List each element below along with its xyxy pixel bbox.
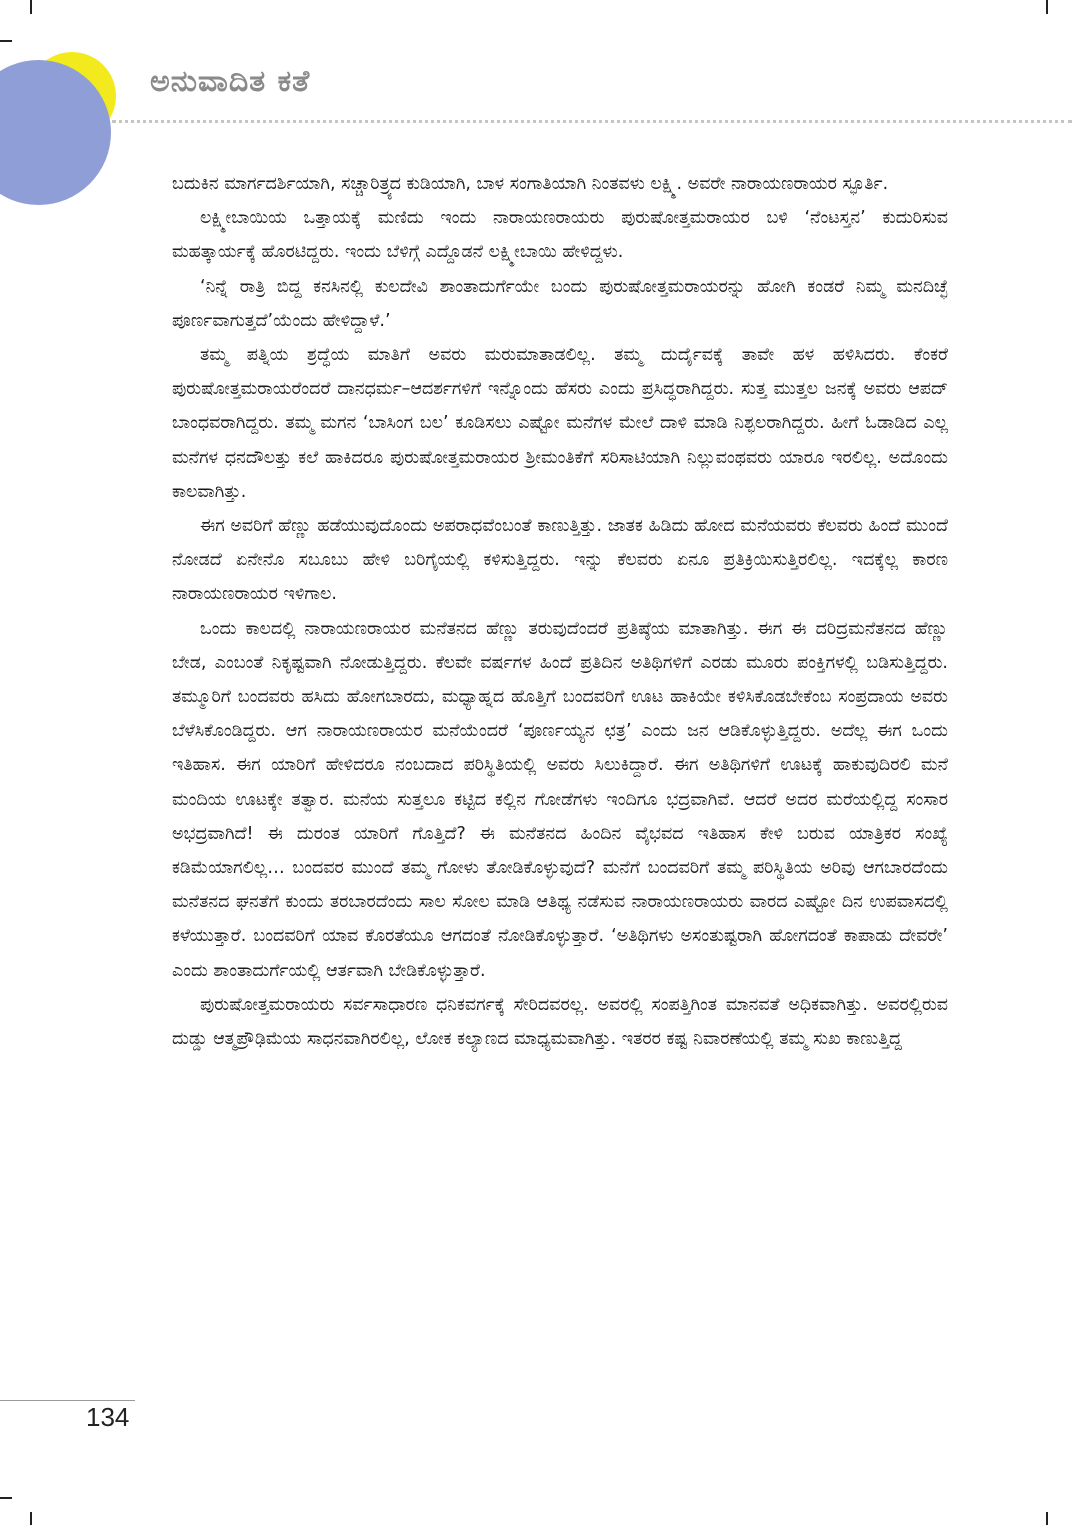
paragraph: ‘ನಿನ್ನೆ ರಾತ್ರಿ ಬಿದ್ದ ಕನಸಿನಲ್ಲಿ ಕುಲದೇವಿ ಶಾಂತಾದುರ್ಗೆಯೇ ಬಂದು ಪುರುಷೋತ್ತಮರಾಯರನ್ನು ಹೋಗಿ ಕಂಡರೆ ನಿಮ್ಮ ಮನದಿಚ್ಛೆ ಪೂರ್ಣವಾಗುತ್ತದೆ’ಯೆಂದು ಹೇಳಿದ್ದಾಳೆ.’ (172, 276, 948, 331)
crop-mark-left-lower (0, 1497, 12, 1499)
crop-mark-left-upper (0, 40, 12, 42)
crop-mark-bottom-left (30, 1512, 32, 1525)
paragraph: ಒಂದು ಕಾಲದಲ್ಲಿ ನಾರಾಯಣರಾಯರ ಮನೆತನದ ಹೆಣ್ಣು ತರುವುದೆಂದರೆ ಪ್ರತಿಷ್ಠೆಯ ಮಾತಾಗಿತ್ತು. ಈಗ ಈ ದರಿದ್ರಮನೆತನದ ಹೆಣ್ಣು ಬೇಡ, ಎಂಬಂತೆ ನಿಕೃಷ್ಟವಾಗಿ ನೋಡುತ್ತಿದ್ದರು. ಕೆಲವೇ ವರ್ಷಗಳ ಹಿಂದೆ ಪ್ರತಿದಿನ ಅತಿಥಿಗಳಿಗೆ ಎರಡು ಮೂರು ಪಂಕ್ತಿಗಳಲ್ಲಿ ಬಡಿಸುತ್ತಿದ್ದರು. ತಮ್ಮೂರಿಗೆ ಬಂದವರು ಹಸಿದು ಹೋಗಬಾರದು, ಮಧ್ಯಾಹ್ನದ ಹೊತ್ತಿಗೆ ಬಂದವರಿಗೆ ಊಟ ಹಾಕಿಯೇ ಕಳಿಸಿಕೊಡಬೇಕೆಂಬ ಸಂಪ್ರದಾಯ ಅವರು ಬೆಳೆಸಿಕೊಂಡಿದ್ದರು. ಆಗ ನಾರಾಯಣರಾಯರ ಮನೆಯೆಂದರೆ ‘ಪೂರ್ಣಯ್ಯನ ಛತ್ರ’ ಎಂದು ಜನ ಆಡಿಕೊಳ್ಳುತ್ತಿದ್ದರು. ಅದೆಲ್ಲ ಈಗ ಒಂದು ಇತಿಹಾಸ. ಈಗ ಯಾರಿಗೆ ಹೇಳಿದರೂ ನಂಬದಾದ ಪರಿಸ್ಥಿತಿಯಲ್ಲಿ ಅವರು ಸಿಲುಕಿದ್ದಾರೆ. ಈಗ ಅತಿಥಿಗಳಿಗೆ ಊಟಕ್ಕೆ ಹಾಕುವುದಿರಲಿ ಮನೆ ಮಂದಿಯ ಊಟಕ್ಕೇ ತತ್ವಾರ. ಮನೆಯ ಸುತ್ತಲೂ ಕಟ್ಟಿದ ಕಲ್ಲಿನ ಗೋಡೆಗಳು ಇಂದಿಗೂ ಭದ್ರವಾಗಿವೆ. ಆದರೆ ಅದರ ಮರೆಯಲ್ಲಿದ್ದ ಸಂಸಾರ ಅಭದ್ರವಾಗಿದೆ! ಈ ದುರಂತ ಯಾರಿಗೆ ಗೊತ್ತಿದೆ? ಈ ಮನೆತನದ ಹಿಂದಿನ ವೈಭವದ ಇತಿಹಾಸ ಕೇಳಿ ಬರುವ ಯಾತ್ರಿಕರ ಸಂಖ್ಯೆ ಕಡಿಮೆಯಾಗಲಿಲ್ಲ… ಬಂದವರ ಮುಂದೆ ತಮ್ಮ ಗೋಳು ತೋಡಿಕೊಳ್ಳುವುದೆ? ಮನೆಗೆ ಬಂದವರಿಗೆ ತಮ್ಮ ಪರಿಸ್ಥಿತಿಯ ಅರಿವು ಆಗಬಾರದೆಂದು ಮನೆತನದ ಘನತೆಗೆ ಕುಂದು ತರಬಾರದೆಂದು ಸಾಲ ಸೋಲ ಮಾಡಿ ಆತಿಥ್ಯ ನಡೆಸುವ ನಾರಾಯಣರಾಯರು ವಾರದ ಎಷ್ಟೋ ದಿನ ಉಪವಾಸದಲ್ಲಿ ಕಳೆಯುತ್ತಾರೆ. ಬಂದವರಿಗೆ ಯಾವ ಕೊರತೆಯೂ ಆಗದಂತೆ ನೋಡಿಕೊಳ್ಳುತ್ತಾರೆ. ‘ಅತಿಥಿಗಳು ಅಸಂತುಷ್ಟರಾಗಿ ಹೋಗದಂತೆ ಕಾಪಾಡು ದೇವರೇ’ ಎಂದು ಶಾಂತಾದುರ್ಗೆಯಲ್ಲಿ ಆರ್ತವಾಗಿ ಬೇಡಿಕೊಳ್ಳುತ್ತಾರೆ. (172, 618, 948, 981)
crop-mark-bottom-right (1046, 1512, 1048, 1525)
crop-mark-top-right (1046, 0, 1048, 14)
section-title: ಅನುವಾದಿತ ಕತೆ (150, 64, 311, 99)
paragraph: ಈಗ ಅವರಿಗೆ ಹೆಣ್ಣು ಹಡೆಯುವುದೊಂದು ಅಪರಾಧವೆಂಬಂತೆ ಕಾಣುತ್ತಿತ್ತು. ಜಾತಕ ಹಿಡಿದು ಹೋದ ಮನೆಯವರು ಕೆಲವರು ಹಿಂದೆ ಮುಂದೆ ನೋಡದೆ ಏನೇನೊ ಸಬೂಬು ಹೇಳಿ ಬರಿಗೈಯಲ್ಲಿ ಕಳಿಸುತ್ತಿದ್ದರು. ಇನ್ನು ಕೆಲವರು ಏನೂ ಪ್ರತಿಕ್ರಿಯಿಸುತ್ತಿರಲಿಲ್ಲ. ಇದಕ್ಕೆಲ್ಲ ಕಾರಣ ನಾರಾಯಣರಾಯರ ಇಳಿಗಾಲ. (172, 516, 948, 605)
paragraph: ಲಕ್ಷ್ಮೀಬಾಯಿಯ ಒತ್ತಾಯಕ್ಕೆ ಮಣಿದು ಇಂದು ನಾರಾಯಣರಾಯರು ಪುರುಷೋತ್ತಮರಾಯರ ಬಳಿ ‘ನೆಂಟಸ್ತನ’ ಕುದುರಿಸುವ ಮಹತ್ಕಾರ್ಯಕ್ಕೆ ಹೊರಟಿದ್ದರು. ಇಂದು ಬೆಳಿಗ್ಗೆ ಎದ್ದೊಡನೆ ಲಕ್ಷ್ಮೀಬಾಯಿ ಹೇಳಿದ್ದಳು. (172, 208, 948, 263)
header-dotted-divider (112, 120, 1072, 123)
paragraph: ಪುರುಷೋತ್ತಮರಾಯರು ಸರ್ವಸಾಧಾರಣ ಧನಿಕವರ್ಗಕ್ಕೆ ಸೇರಿದವರಲ್ಲ. ಅವರಲ್ಲಿ ಸಂಪತ್ತಿಗಿಂತ ಮಾನವತೆ ಅಧಿಕವಾಗಿತ್ತು. ಅವರಲ್ಲಿರುವ ದುಡ್ಡು ಆತ್ಮಪ್ರೌಢಿಮೆಯ ಸಾಧನವಾಗಿರಲಿಲ್ಲ, ಲೋಕ ಕಲ್ಯಾಣದ ಮಾಧ್ಯಮವಾಗಿತ್ತು. ಇತರರ ಕಷ್ಟ ನಿವಾರಣೆಯಲ್ಲಿ ತಮ್ಮ ಸುಖ ಕಾಣುತ್ತಿದ್ದ (172, 994, 948, 1050)
paragraph: ತಮ್ಮ ಪತ್ನಿಯ ಶ್ರದ್ಧೆಯ ಮಾತಿಗೆ ಅವರು ಮರುಮಾತಾಡಲಿಲ್ಲ. ತಮ್ಮ ದುರ್ದೈವಕ್ಕೆ ತಾವೇ ಹಳ ಹಳಿಸಿದರು. ಕೆಂಕರೆ ಪುರುಷೋತ್ತಮರಾಯರೆಂದರೆ ದಾನಧರ್ಮ–ಆದರ್ಶಗಳಿಗೆ ಇನ್ನೊಂದು ಹೆಸರು ಎಂದು ಪ್ರಸಿದ್ಧರಾಗಿದ್ದರು. ಸುತ್ತ ಮುತ್ತಲ ಜನಕ್ಕೆ ಅವರು ಆಪದ್ ಬಾಂಧವರಾಗಿದ್ದರು. ತಮ್ಮ ಮಗನ ‘ಬಾಸಿಂಗ ಬಲ’ ಕೂಡಿಸಲು ಎಷ್ಟೋ ಮನೆಗಳ ಮೇಲೆ ದಾಳಿ ಮಾಡಿ ನಿಶ್ಫಲರಾಗಿದ್ದರು. ಹೀಗೆ ಓಡಾಡಿದ ಎಲ್ಲ ಮನೆಗಳ ಧನದೌಲತ್ತು ಕಲೆ ಹಾಕಿದರೂ ಪುರುಷೋತ್ತಮರಾಯರ ಶ್ರೀಮಂತಿಕೆಗೆ ಸರಿಸಾಟಿಯಾಗಿ ನಿಲ್ಲುವಂಥವರು ಯಾರೂ ಇರಲಿಲ್ಲ. ಅದೊಂದು ಕಾಲವಾಗಿತ್ತು. (172, 345, 948, 502)
footer-divider (0, 1400, 135, 1401)
paragraph: ಬದುಕಿನ ಮಾರ್ಗದರ್ಶಿಯಾಗಿ, ಸಚ್ಚಾರಿತ್ರ್ಯದ ಕುಡಿಯಾಗಿ, ಬಾಳ ಸಂಗಾತಿಯಾಗಿ ನಿಂತವಳು ಲಕ್ಷ್ಮಿ. ಅವರೇ ನಾರಾಯಣರಾಯರ ಸ್ಫೂರ್ತಿ. (172, 174, 889, 194)
story-body (172, 167, 948, 1056)
crop-mark-top-left (30, 0, 32, 14)
page-number: 134 (86, 1402, 130, 1432)
